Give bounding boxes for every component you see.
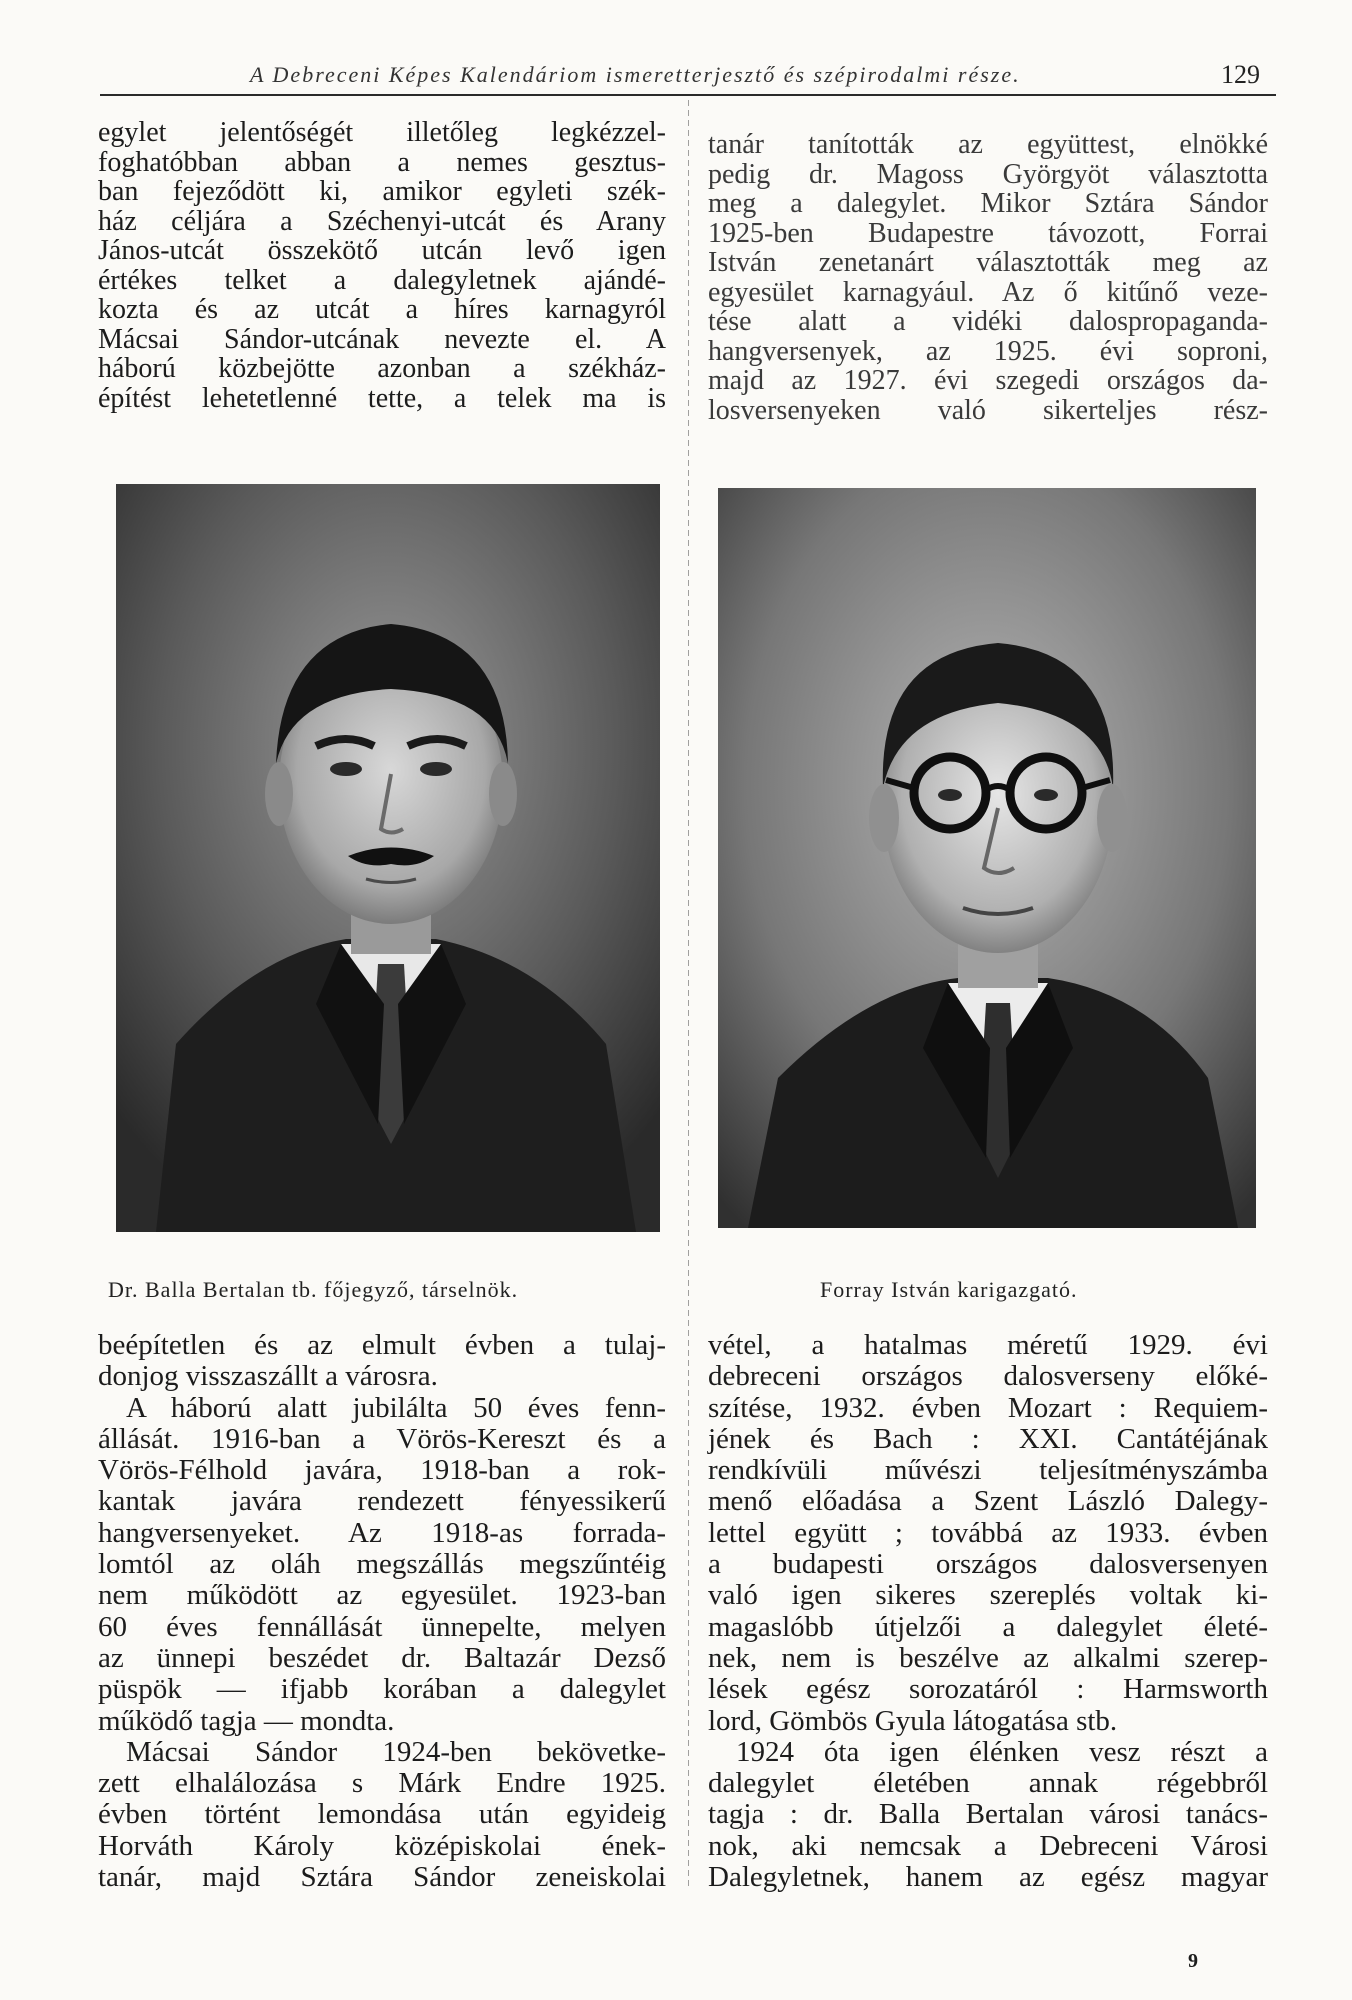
text-line: püspök — ifjabb korában a dalegylet (98, 1673, 666, 1706)
text-line: zett elhalálozása s Márk Endre 1925. (98, 1767, 666, 1800)
text-line: ház céljára a Széchenyi-utcát és Arany (98, 205, 666, 237)
column-left-top-text (98, 118, 666, 413)
text-line: egyesület karnagyául. Az ő kitűnő veze- (708, 276, 1268, 308)
text-line: A háború alatt jubilálta 50 éves fenn- (126, 1391, 666, 1424)
text-line: Mácsai Sándor 1924-ben bekövetke- (126, 1735, 666, 1768)
text-line: háború közbejötte azonban a székház- (98, 353, 666, 384)
portrait-illustration (116, 484, 660, 1232)
text-line: nem működött az egyesület. 1923-ban (98, 1579, 666, 1612)
text-line: rendkívüli művészi teljesítményszámba (708, 1454, 1268, 1487)
portrait-photo-balla (116, 484, 660, 1232)
text-line: foghatóbban abban a nemes gesztus- (98, 146, 666, 178)
text-line: debreceni országos dalosverseny előké- (708, 1360, 1268, 1393)
portrait-photo-forray (718, 488, 1256, 1228)
text-line: 1925-ben Budapestre távozott, Forrai (708, 217, 1268, 249)
text-line: egylet jelentőségét illetőleg legkézzel- (98, 117, 666, 148)
text-line: Vörös-Félhold javára, 1918-ban a rok- (98, 1454, 666, 1487)
text-line: lomtól az oláh megszállás megszűntéig (98, 1548, 666, 1581)
text-line: Mácsai Sándor-utcának nevezte el. A (98, 323, 666, 355)
column-right-top-text (708, 130, 1268, 425)
text-line: tagja : dr. Balla Bertalan városi tanács- (708, 1798, 1268, 1831)
column-divider (688, 100, 689, 1890)
text-line: lettel együtt ; továbbá az 1933. évben (708, 1516, 1268, 1549)
text-line: dalegylet életében annak régebbről (708, 1767, 1268, 1800)
text-line: való igen sikeres szereplés voltak ki- (708, 1579, 1268, 1612)
text-line: működő tagja — mondta. (98, 1704, 395, 1737)
portrait-illustration (718, 488, 1256, 1228)
text-line: lések egész sorozatáról : Harmsworth (708, 1673, 1268, 1706)
text-line: tanár tanították az együttest, elnökké (708, 129, 1268, 160)
text-line: magaslóbb útjelzői a dalegylet életé- (708, 1610, 1268, 1643)
text-line: Horváth Károly középiskolai ének- (98, 1829, 666, 1862)
signature-mark: 9 (1188, 1950, 1198, 1972)
running-title: A Debreceni Képes Kalendáriom ismeretterjesztő és szépirodalmi része. (250, 62, 1021, 87)
text-line: losversenyeken való sikerteljes rész- (708, 394, 1268, 426)
text-line: évben történt lemondása után egyideig (98, 1798, 666, 1831)
text-line: kantak javára rendezett fényessikerű (98, 1485, 666, 1518)
text-line: donjog visszaszállt a városra. (98, 1360, 438, 1393)
column-left-bottom-text (98, 1330, 666, 1893)
text-line: lord, Gömbös Gyula látogatása stb. (708, 1704, 1118, 1737)
text-line: 60 éves fennállását ünnepelte, melyen (98, 1610, 666, 1643)
text-line: István zenetanárt választották meg az (708, 247, 1268, 278)
text-line: állását. 1916-ban a Vörös-Kereszt és a (98, 1422, 666, 1455)
text-line: a budapesti országos dalosversenyen (708, 1548, 1268, 1581)
photo-caption-left: Dr. Balla Bertalan tb. főjegyző, társelnök. (108, 1277, 519, 1302)
text-line: meg a dalegylet. Mikor Sztára Sándor (708, 188, 1268, 219)
text-line: majd az 1927. évi szegedi országos da- (708, 365, 1268, 396)
text-line: menő előadása a Szent László Dalegy- (708, 1485, 1268, 1518)
photo-caption-right: Forray István karigazgató. (820, 1277, 1078, 1302)
text-line: nok, aki nemcsak a Debreceni Városi (708, 1829, 1268, 1862)
text-line: az ünnepi beszédet dr. Baltazár Dezső (98, 1641, 666, 1674)
text-line: Dalegyletnek, hanem az egész magyar (708, 1861, 1268, 1894)
text-line: János-utcát összekötő utcán levő igen (98, 235, 666, 266)
text-line: 1924 óta igen élénken vesz részt a (736, 1735, 1268, 1768)
text-line: kozta és az utcát a híres karnagyról (98, 294, 666, 325)
column-right-bottom-text (708, 1330, 1268, 1893)
running-head (110, 58, 1270, 94)
text-line: tése alatt a vidéki dalospropaganda- (708, 306, 1268, 337)
text-line: nek, nem is beszélve az alkalmi szerep- (708, 1641, 1268, 1674)
text-line: jének és Bach : XXI. Cantátéjának (708, 1422, 1268, 1455)
text-line: szítése, 1932. évben Mozart : Requiem- (708, 1391, 1268, 1424)
text-line: értékes telket a dalegyletnek ajándé- (98, 264, 666, 296)
text-line: építést lehetetlenné tette, a telek ma is (98, 382, 666, 414)
text-line: beépítetlen és az elmult évben a tulaj- (98, 1329, 666, 1361)
header-rule (100, 94, 1276, 96)
text-line: hangversenyeket. Az 1918-as forrada- (98, 1516, 666, 1549)
text-line: tanár, majd Sztára Sándor zeneiskolai (98, 1861, 666, 1894)
text-line: ban fejeződött ki, amikor egyleti szék- (98, 176, 666, 207)
text-line: vétel, a hatalmas méretű 1929. évi (708, 1329, 1268, 1361)
page-number: 129 (1221, 60, 1260, 89)
text-line: hangversenyek, az 1925. évi soproni, (708, 335, 1268, 367)
text-line: pedig dr. Magoss Györgyöt választotta (708, 158, 1268, 190)
